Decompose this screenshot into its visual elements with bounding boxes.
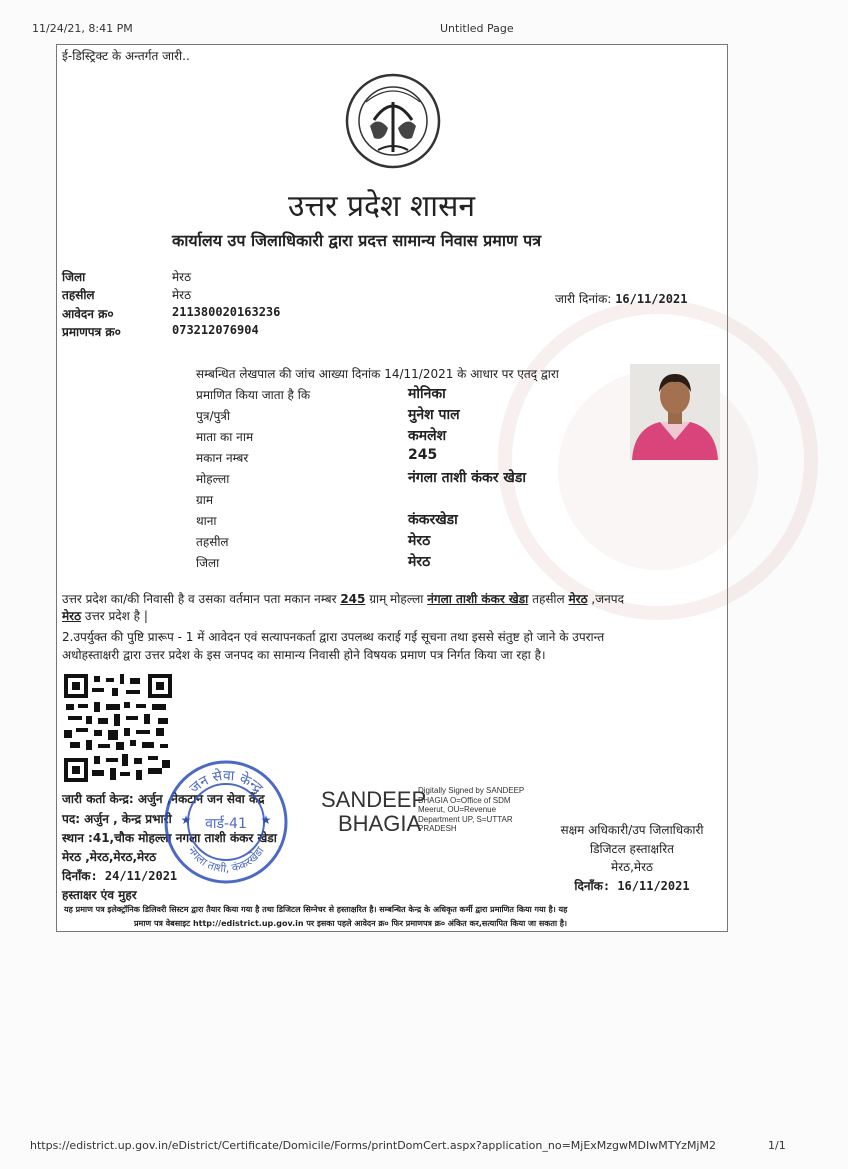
para-district: मेरठ — [62, 609, 82, 623]
meta-label-application-no: आवेदन क्र० — [62, 307, 114, 321]
seal-bottom-text: नगला ताशी, कंकरखेडा — [185, 844, 267, 876]
field-label-mohalla: मोहल्ला — [196, 472, 230, 486]
meta-label-tehsil: तहसील — [62, 288, 95, 302]
para-house-no: 245 — [340, 592, 366, 606]
print-page-title: Untitled Page — [440, 22, 514, 35]
print-page-count: 1/1 — [768, 1139, 786, 1152]
applicant-photo — [630, 364, 720, 460]
issue-date — [555, 290, 687, 307]
govt-title: उत्तर प्रदेश शासन — [288, 189, 476, 224]
field-value-tehsil: मेरठ — [408, 533, 431, 549]
meta-value-application-no: 211380020163236 — [172, 305, 281, 319]
seal-middle-text: वार्ड-41 — [205, 816, 247, 832]
field-label-district: जिला — [196, 556, 220, 570]
para-mohalla: नंगला ताशी कंकर खेडा — [427, 592, 529, 606]
svg-text:जन सेवा केन्द्र — [187, 767, 266, 797]
issuer-date: दिनाँक: 24/11/2021 — [62, 869, 178, 883]
para-tehsil: मेरठ — [568, 592, 588, 606]
issuer-place: स्थान :41,चौक मोहल्ला नगला ताशी कंकर खेडा — [62, 831, 277, 845]
field-value-name: मोनिका — [408, 386, 446, 402]
csc-stamp-seal — [162, 758, 290, 886]
meta-value-tehsil: मेरठ — [172, 288, 192, 302]
residence-statement-line2: मेरठ उत्तर प्रदेश है | — [62, 609, 148, 623]
field-value-police-station: कंकरखेडा — [408, 512, 458, 528]
digital-sign-details: Digitally Signed by SANDEEP BHAGIA O=Office of SDM Meerut, OU=Revenue Department UP, S=UTTAR PRADESH — [418, 786, 525, 833]
qr-code-icon — [64, 674, 172, 782]
issuer-post: पद: अर्जुन , केन्द्र प्रभारी — [62, 812, 172, 826]
meta-value-certificate-no: 073212076904 — [172, 323, 259, 337]
field-value-mother: कमलेश — [408, 428, 447, 444]
field-value-district: मेरठ — [408, 554, 431, 570]
issue-date-value: 16/11/2021 — [615, 292, 688, 306]
footer-note-line2: प्रमाण पत्र वेबसाइट http://edistrict.up.gov.in पर इसका पहले आवेदन क्र० फिर प्रमाणपत्र क्र० अंकित कर,सत्यापित किया जा सकता है। — [134, 919, 568, 928]
meta-value-district: मेरठ — [172, 270, 192, 284]
field-label-house-no: मकान नम्बर — [196, 451, 249, 465]
print-datetime: 11/24/21, 8:41 PM — [32, 22, 133, 35]
authority-designation: सक्षम अधिकारी/उप जिलाधिकारी — [560, 823, 704, 837]
field-value-house-no: 245 — [408, 447, 438, 463]
meta-label-certificate-no: प्रमाणपत्र क्र० — [62, 325, 121, 339]
authority-location: मेरठ,मेरठ — [611, 860, 653, 874]
field-label-mother: माता का नाम — [196, 430, 254, 444]
print-url: https://edistrict.up.gov.in/eDistrict/Certificate/Domicile/Forms/printDomCert.aspx?application_no=MjExMzgwMDIwMTYzMjM2 — [30, 1139, 716, 1152]
field-label-father: पुत्र/पुत्री — [196, 409, 231, 423]
digital-sign-name-line2: BHAGIA — [338, 811, 422, 836]
residence-statement-line1: उत्तर प्रदेश का/की निवासी है व उसका वर्तमान पता मकान नम्बर 245 ग्राम् मोहल्ला नंगला ताशी कंकर खेडा तहसील मेरठ ,जनपद — [62, 592, 624, 606]
field-label-village: ग्राम — [196, 493, 214, 507]
field-label-police-station: थाना — [196, 514, 217, 528]
issued-under-text: ई-डिस्ट्रिक्ट के अन्तर्गत जारी.. — [62, 49, 190, 63]
certificate-subtitle: कार्यालय उप जिलाधिकारी द्वारा प्रदत्त सामान्य निवास प्रमाण पत्र — [172, 231, 542, 250]
verification-intro: सम्बन्धित लेखपाल की जांच आख्या दिनांक 14/11/2021 के आधार पर एतद् द्वारा — [196, 367, 559, 381]
authority-date: दिनाँक: 16/11/2021 — [574, 879, 690, 893]
issuer-center: जारी कर्ता केन्द्र: अर्जुन ,नेकटान जन सेवा केंद्र — [62, 792, 265, 806]
svg-text:★: ★ — [260, 813, 272, 827]
field-value-father: मुनेश पाल — [408, 407, 460, 423]
field-label-certified: प्रमाणित किया जाता है कि — [196, 388, 311, 402]
meta-label-district: जिला — [62, 270, 86, 284]
digital-sign-name-line1: SANDEEP — [321, 787, 427, 812]
confirmation-statement-line2: अधोहस्ताक्षरी द्वारा उत्तर प्रदेश के इस जनपद का सामान्य निवासी होने विषयक प्रमाण पत्र निर्गत किया जा रहा है। — [62, 648, 546, 662]
authority-digital-signed: डिजिटल हस्ताक्षरित — [590, 842, 674, 856]
footer-note-line1: यह प्रमाण पत्र इलेक्ट्रॉनिक डिलिवरी सिस्टम द्वारा तैयार किया गया है तथा डिजिटल सिग्नेचर से हस्ताक्षरित है। सम्बन्धित केन्द्र के अधिकृत कर्मी द्वारा प्रमाणित किया गया है। यह — [64, 905, 568, 914]
issue-date-label: जारी दिनांक: — [555, 292, 612, 306]
field-label-tehsil: तहसील — [196, 535, 229, 549]
seal-top-text: जन सेवा केन्द्र — [186, 767, 266, 797]
svg-text:★: ★ — [180, 813, 192, 827]
field-value-mohalla: नंगला ताशी कंकर खेडा — [408, 470, 526, 486]
issuer-city: मेरठ ,मेरठ,मेरठ,मेरठ — [62, 850, 157, 864]
issuer-signature-label: हस्ताक्षर एंव मुहर — [62, 888, 137, 902]
up-emblem-icon — [344, 72, 442, 170]
confirmation-statement-line1: 2.उपर्युक्त की पुष्टि प्रारूप - 1 में आवेदन एवं सत्यापनकर्ता द्वारा उपलब्ध कराई गई सूचना तथा इससे संतुष्ट हो जाने के उपरान्त — [62, 630, 605, 644]
